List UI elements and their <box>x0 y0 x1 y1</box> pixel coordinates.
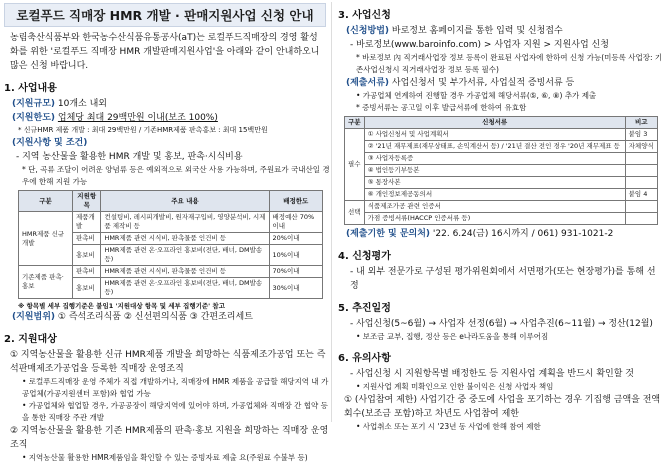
target-1b: • 가공업체와 협업할 경우, 가공공장이 해당지역에 있어야 하며, 가공업체와 직매장 간 협약 등을 통한 직매장 주관 개발 <box>22 401 328 422</box>
evaluation-text: - 내 외부 전문가로 구성된 평가위원회에서 서면평가(또는 현장평가)를 통해 선정 <box>350 267 656 291</box>
schedule-note: • 보조금 교부, 집행, 정산 등은 e나라도움을 통해 이루어짐 <box>356 332 549 341</box>
table-cell: 가점 증빙서류(HACCP 인증서류 등) <box>364 213 625 225</box>
table-cell <box>625 201 657 213</box>
table-cell: ① 사업신청서 및 사업계획서 <box>364 129 625 141</box>
deadline-value: '22. 6.24(금) 16시까지 / 061) 931-1021-2 <box>432 229 614 239</box>
caution-2: ① (사업참여 제한) 사업기간 중 중도에 사업을 포기하는 경우 기집행 금액을 전액 회수(보조금 포함)하고 차년도 사업참여 제한 <box>344 395 661 419</box>
table-footnote: ※ 항목별 세부 집행기준은 붙임1 '지원대상 항목 및 세부 집행기준' 참고 <box>18 302 225 310</box>
right-column <box>334 0 664 433</box>
schedule-text: - 사업신청(5~6월) → 사업자 선정(6월) → 사업추진(6~11월) → 정산(12월) <box>350 319 653 329</box>
table-cell: 판촉비 <box>73 266 101 278</box>
support-items-table <box>18 190 323 299</box>
support-scale <box>12 97 330 111</box>
table-cell: 식품제조가공 관련 인증서 <box>364 201 625 213</box>
section-4-heading: 4. 신청평가 <box>338 251 391 262</box>
table-cell: 자체양식 <box>625 141 657 153</box>
support-range-value: ① 즉석조리식품 ② 신선편의식품 ③ 간편조리세트 <box>57 312 253 322</box>
condition-2: * 단, 곡류 조달이 어려운 양념류 등은 예외적으로 외국산 사용 가능하며, 주원료가 국내산일 경우에 한해 지원 가능 <box>22 165 330 186</box>
caution-1a: • 지원사업 계획 미확인으로 인한 불이익은 신청 사업자 책임 <box>356 382 554 391</box>
table-cell: 제품개발 <box>73 212 101 233</box>
docs-note: • 가공업체 연계하여 진행할 경우 가공업체 해당서류(⑤, ⑥, ⑧) 추가 제출 <box>356 91 597 100</box>
documents-table <box>344 116 658 225</box>
apply-method <box>346 24 664 38</box>
table-row <box>19 212 323 233</box>
docs-note-2: * 증빙서류는 공고일 이후 발급서류에 한하여 유효함 <box>356 103 527 112</box>
section-3-heading: 3. 사업신청 <box>338 10 391 21</box>
table-cell: ⑥ 개인정보제공동의서 <box>364 189 625 201</box>
table-row <box>345 141 658 153</box>
table-cell <box>625 177 657 189</box>
caution-2a: • 사업취소 또는 포기 시 '23년 동 사업에 한해 참여 제한 <box>356 422 541 431</box>
table-cell: 홍보비 <box>73 278 101 299</box>
support-limit-label: (지원한도) <box>12 113 56 123</box>
table-header: 구분 <box>19 191 73 212</box>
table-cell: 70%이내 <box>269 266 322 278</box>
table-row <box>19 266 323 278</box>
docs-value: 사업신청서 및 부가서류, 사업실적 증빙서류 등 <box>391 78 575 88</box>
apply-path: - 바로정보(www.baroinfo.com) > 사업자 지원 > 지원사업 신청 <box>350 40 609 50</box>
table-header-row <box>345 117 658 129</box>
support-scale-value: 10개소 내외 <box>57 99 107 109</box>
table-cell: ③ 사업자등록증 <box>364 153 625 165</box>
support-limit-note: * 신규HMR 제품 개발 : 최대 29백만원 / 기존HMR제품 판촉홍보 : 최대 15백만원 <box>18 126 268 134</box>
table-cell: 20%이내 <box>269 233 322 245</box>
table-cell: ② '21년 재무제표(재무상태표, 손익계산서 등) / '21년 결산 전인 경우 '20년 재무제표 등 <box>364 141 625 153</box>
table-header: 비고 <box>625 117 657 129</box>
table-cell: 붙임 3 <box>625 129 657 141</box>
target-2a: • 지역농산물 활용한 HMR제품임을 확인할 수 있는 증빙자료 제출 요(주원료 수불부 등) <box>22 453 308 462</box>
table-cell: 컨설팅비, 레시피개발비, 원자재구입비, 영양분석비, 시제품 제작비 등 <box>101 212 269 233</box>
target-1: ① 지역농산물을 활용한 신규 HMR제품 개발을 희망하는 식품제조가공업 또는 즉석판매제조가공업을 등록한 직매장 운영조직 <box>10 350 326 374</box>
support-conditions <box>12 136 330 150</box>
section-2-heading: 2. 지원대상 <box>4 334 57 345</box>
table-cell: 필수 <box>345 129 365 201</box>
table-cell: 판촉비 <box>73 233 101 245</box>
table-cell: HMR제품 관련 온·오프라인 홍보비(전단, 배너, DM발송 등) <box>101 245 269 266</box>
table-cell: HMR제품 신규개발 <box>19 212 73 266</box>
table-row <box>345 153 658 165</box>
support-conditions-label: (지원사항 및 조건) <box>12 138 88 148</box>
table-header-row <box>19 191 323 212</box>
table-header: 구분 <box>345 117 365 129</box>
table-cell <box>625 213 657 225</box>
support-limit-value: 업체당 최대 29백만원 이내(보조 100%) <box>57 113 218 123</box>
apply-method-label: (신청방법) <box>346 26 390 36</box>
table-cell: 배정예산 70%이내 <box>269 212 322 233</box>
caution-1: - 사업신청 시 지원항목별 배정한도 등 지원사업 계획을 반드시 확인할 것 <box>350 369 634 379</box>
table-header: 지원항목 <box>73 191 101 212</box>
deadline-label: (제출기한 및 문의처) <box>346 229 431 239</box>
table-cell: 선택 <box>345 201 365 225</box>
table-cell: 홍보비 <box>73 245 101 266</box>
table-cell: HMR제품 관련 시식비, 판촉물품 인건비 등 <box>101 233 269 245</box>
section-6-heading: 6. 유의사항 <box>338 353 391 364</box>
table-header: 신청서류 <box>364 117 625 129</box>
table-row <box>345 165 658 177</box>
docs <box>346 76 664 90</box>
section-1-heading: 1. 사업내용 <box>4 83 57 94</box>
table-cell <box>625 165 657 177</box>
support-range-label: (지원범위) <box>12 312 56 322</box>
table-cell <box>625 153 657 165</box>
apply-method-value: 바로정보 홈페이지를 통한 입력 및 신청접수 <box>391 26 563 36</box>
docs-label: (제출서류) <box>346 78 390 88</box>
table-row <box>345 177 658 189</box>
support-limit <box>12 111 330 125</box>
table-cell: HMR제품 관련 온·오프라인 홍보비(전단, 배너, DM발송 등) <box>101 278 269 299</box>
target-2: ② 지역농산물을 활용한 기존 HMR제품의 판촉·홍보 지원을 희망하는 직매장 운영조직 <box>10 426 329 450</box>
table-cell: 10%이내 <box>269 245 322 266</box>
table-header: 배정한도 <box>269 191 322 212</box>
table-cell: ⑤ 통장사본 <box>364 177 625 189</box>
section-5-heading: 5. 추진일정 <box>338 303 391 314</box>
table-cell: 붙임 4 <box>625 189 657 201</box>
table-cell: 기존제품 판촉·홍보 <box>19 266 73 299</box>
condition-1: - 지역 농산물을 활용한 HMR 개발 및 홍보, 판촉·시식비용 <box>16 152 243 162</box>
left-column <box>0 0 330 464</box>
table-row <box>345 189 658 201</box>
column-divider <box>331 2 332 422</box>
table-row <box>345 129 658 141</box>
support-range <box>12 310 330 324</box>
table-header: 주요 내용 <box>101 191 269 212</box>
support-scale-label: (지원규모) <box>12 99 56 109</box>
apply-note: * 바로정보 內 직거래사업장 정보 등록이 완료된 사업자에 한하여 신청 가능(미등록 사업장: 기존사업신청시 직거래사업장 정보 등록 필수) <box>356 53 663 74</box>
table-row <box>345 213 658 225</box>
page-title: 로컬푸드 직매장 HMR 개발 · 판매지원사업 신청 안내 <box>4 3 326 27</box>
intro-paragraph: 농림축산식품부와 한국농수산식품유통공사(aT)는 로컬푸드직매장의 경영 활성화를 위한 '로컬푸드 직매장 HMR 개발판매지원사업'을 아래와 같이 안내하오니 많은 신청 바랍니다. <box>10 33 320 71</box>
target-1a: • 로컬푸드직매장 운영 주체가 직접 개발하거나, 직매장에 HMR 제품을 공급할 해당지역 내 가공업체(가공지원센터 포함)와 협업 가능 <box>22 377 329 398</box>
deadline <box>346 227 664 241</box>
table-cell: ④ 법인등기부등본 <box>364 165 625 177</box>
table-row <box>345 201 658 213</box>
table-cell: 30%이내 <box>269 278 322 299</box>
table-cell: HMR제품 관련 시식비, 판촉물품 인건비 등 <box>101 266 269 278</box>
